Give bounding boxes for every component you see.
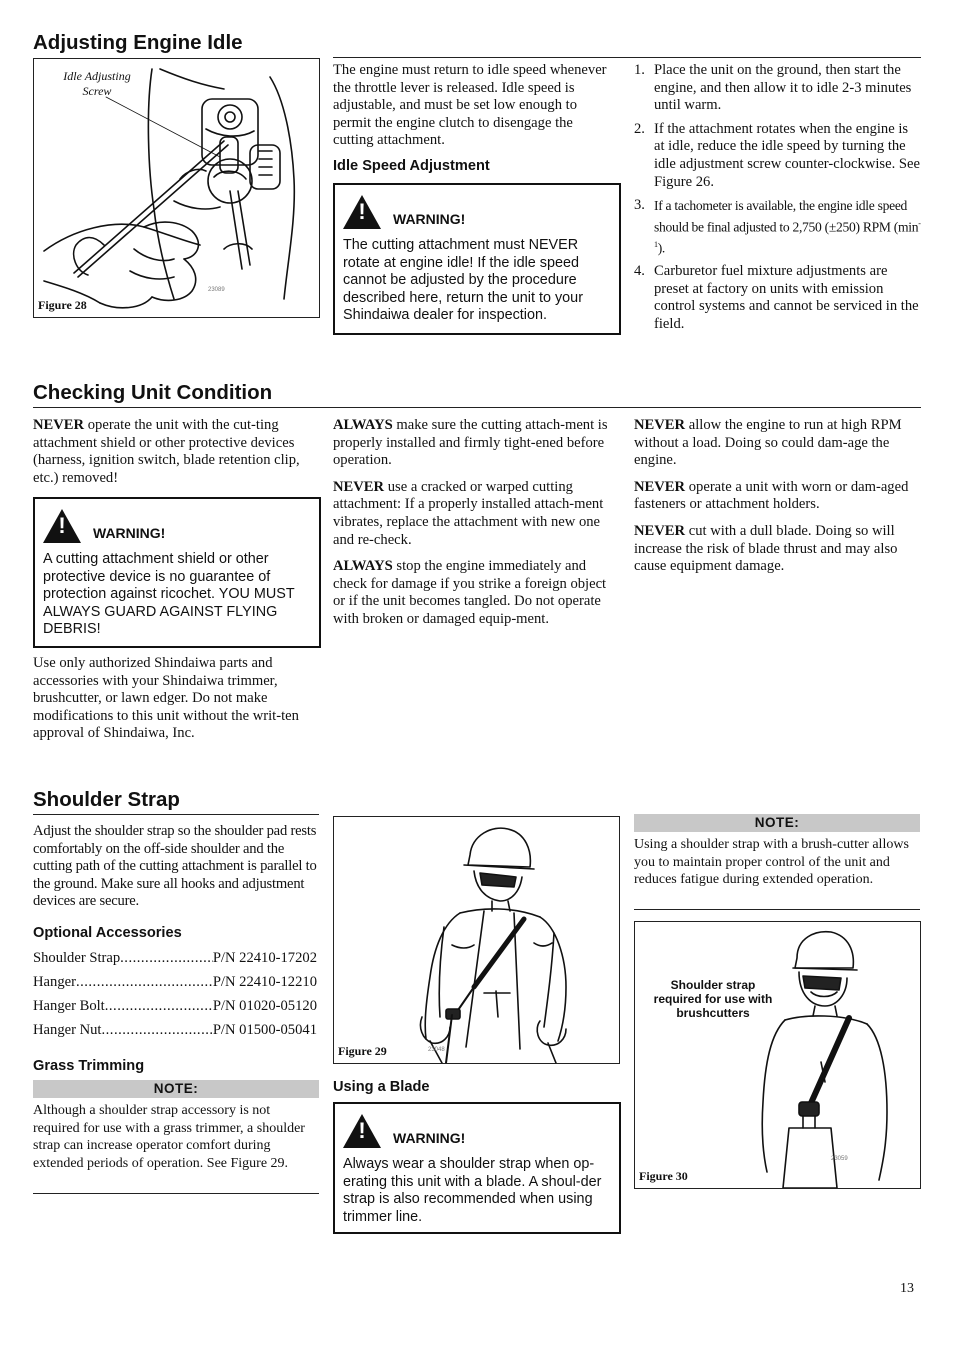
section-title-shoulder-strap: Shoulder Strap bbox=[33, 788, 180, 811]
page-number: 13 bbox=[900, 1281, 914, 1296]
figure-28-callout bbox=[56, 69, 138, 99]
figure-29-caption: Figure 29 bbox=[338, 1044, 387, 1058]
condition-col-2 bbox=[333, 417, 617, 638]
section-rule bbox=[33, 814, 319, 815]
list-item: 2. If the attachment rotates when the engine is at idle, reduce the idle speed by turning the idle adjustment screw counter-clockwise. See Figure 26. bbox=[634, 120, 920, 190]
warning-heading: WARNING! bbox=[93, 525, 166, 541]
section-rule bbox=[333, 57, 921, 58]
idle-warning-box: ! WARNING! The cutting attachment must NEVER rotate at engine idle! If the idle speed cannot be adjusted by the procedure described here, return the unit to your Shindaiwa dealer for inspection. bbox=[333, 183, 621, 335]
section-title-checking-unit-condition: Checking Unit Condition bbox=[33, 381, 273, 404]
warning-heading: WARNING! bbox=[393, 1130, 466, 1146]
operator-with-strap-illustration bbox=[334, 817, 619, 1063]
idle-steps-column bbox=[634, 62, 922, 339]
condition-paragraph: Use only authorized Shindaiwa parts and accessories with your Shindaiwa trimmer, brushcutter, or lawn edger. Do not make modifications to this unit without the writ-ten approval of Shindaiwa, Inc. bbox=[33, 655, 299, 742]
figure-29-code: 23048 bbox=[428, 1047, 445, 1053]
figure-28 bbox=[33, 58, 320, 318]
idle-intro-paragraph: The engine must return to idle speed whenever the throttle lever is released. Idle speed is adjustable, and must be set low enough to permit the engine clutch to disengage the cutting attachment. bbox=[333, 62, 607, 149]
optional-accessories-heading: Optional Accessories bbox=[33, 925, 182, 941]
figure-28-code: 23089 bbox=[208, 287, 225, 293]
condition-paragraph: ALWAYS make sure the cutting attach-ment is properly installed and firmly tight-ened before operation. bbox=[333, 417, 608, 469]
section-rule bbox=[33, 407, 921, 408]
condition-paragraph: NEVER operate a unit with worn or dam-aged fasteners or attachment holders. bbox=[634, 478, 909, 513]
warning-text: Always wear a shoulder strap when op-erating this unit with a blade. A shoul-der strap is also recommended when using trimmer line. bbox=[343, 1156, 602, 1225]
operator-brushcutter-strap-illustration bbox=[635, 922, 920, 1188]
note-bar: NOTE: bbox=[33, 1080, 319, 1098]
list-item: 3. If a tachometer is available, the engine idle speed should be final adjusted to 2,750 (±250) RPM $(\min^{-1})$. bbox=[634, 197, 921, 256]
condition-col-1 bbox=[33, 417, 317, 496]
using-a-blade-heading: Using a Blade bbox=[333, 1079, 430, 1095]
condition-paragraph: NEVER cut with a dull blade. Doing so will increase the risk of blade thrust and may also cause equipment damage. bbox=[634, 522, 898, 575]
list-item: Hanger ..... P/N 22410-12210 bbox=[33, 974, 317, 998]
condition-paragraph: NEVER operate the unit with the cut-ting attachment shield or other protective devices (harness, ignition switch, blade retention clip, etc.) removed! bbox=[33, 417, 300, 486]
callout-line-1: Idle Adjusting bbox=[63, 69, 131, 83]
brushcutter-note-text: Using a shoulder strap with a brush-cutter allows you to maintain proper control of the unit and reduces fatigue during extended operation. bbox=[634, 837, 909, 887]
figure-30-code: 23059 bbox=[831, 1156, 848, 1162]
accessories-list bbox=[33, 950, 317, 1046]
strap-intro: Adjust the shoulder strap so the shoulder pad rests comfortably on the off-side shoulder and the cutting path of the cutting attachment is parallel to the ground. Make sure all hooks and adjustment devices are secure. bbox=[33, 823, 317, 910]
list-item: Shoulder Strap ..... P/N 22410-17202 bbox=[33, 950, 317, 974]
figure-30 bbox=[634, 921, 921, 1189]
figure-30-label: Shoulder strap required for use with brushcutters bbox=[653, 978, 773, 1020]
idle-intro-column bbox=[333, 62, 617, 176]
warning-text: The cutting attachment must NEVER rotate at engine idle! If the idle speed cannot be adjusted by the procedure described here, return the unit to your Shindaiwa dealer for inspection. bbox=[343, 237, 583, 324]
condition-paragraph: NEVER use a cracked or warped cutting attachment: If a properly installed attach-ment vibrates, replace the attachment with new one and re-check. bbox=[333, 478, 604, 548]
idle-speed-subhead: Idle Speed Adjustment bbox=[333, 157, 490, 174]
grass-trimming-heading: Grass Trimming bbox=[33, 1058, 145, 1074]
note-rule bbox=[634, 909, 920, 910]
condition-warning-box: ! WARNING! A cutting attachment shield or other protective device is no guarantee of protection against ricochet. YOU MUST ALWAYS GUARD AGAINST FLYING DEBRIS! bbox=[33, 497, 321, 648]
condition-paragraph: ALWAYS stop the engine immediately and check for damage if you strike a foreign object or if the unit becomes tangled. Do not operate with broken or damaged equip-ment. bbox=[333, 558, 607, 627]
condition-col-1-after bbox=[33, 655, 317, 752]
section-title-adjusting-engine-idle: Adjusting Engine Idle bbox=[33, 31, 243, 54]
list-item: Hanger Nut ..... P/N 01500-05041 bbox=[33, 1022, 317, 1046]
figure-30-caption: Figure 30 bbox=[639, 1169, 688, 1183]
list-item: 1. Place the unit on the ground, then start the engine, and then allow it to idle 2-3 minutes until warm. bbox=[634, 62, 912, 114]
warning-heading: WARNING! bbox=[393, 211, 466, 227]
grass-note-text: Although a shoulder strap accessory is not required for use with a grass trimmer, a shoulder strap can increase operator comfort during extended periods of operation. See Figure 29. bbox=[33, 1103, 305, 1171]
condition-paragraph: NEVER allow the engine to run at high RPM without a load. Doing so could dam-age the engine. bbox=[634, 417, 902, 469]
note-rule bbox=[33, 1193, 319, 1194]
condition-col-3 bbox=[634, 417, 922, 585]
list-item: Hanger Bolt ..... P/N 01020-05120 bbox=[33, 998, 317, 1022]
callout-line-2: Screw bbox=[82, 84, 112, 98]
warning-text: A cutting attachment shield or other protective device is no guarantee of protection against ricochet. YOU MUST ALWAYS GUARD AGAINST FLYING DEBRIS! bbox=[43, 551, 295, 638]
figure-28-caption: Figure 28 bbox=[38, 298, 87, 312]
idle-steps-list bbox=[634, 62, 922, 333]
list-item: 4. Carburetor fuel mixture adjustments are preset at factory on units with emission control systems and cannot be serviced in the field. bbox=[634, 263, 919, 332]
note-bar: NOTE: bbox=[634, 814, 920, 832]
figure-29 bbox=[333, 816, 620, 1064]
blade-warning-box: ! WARNING! Always wear a shoulder strap when op-erating this unit with a blade. A shoul-der strap is also recommended when using trimmer line. bbox=[333, 1102, 621, 1234]
